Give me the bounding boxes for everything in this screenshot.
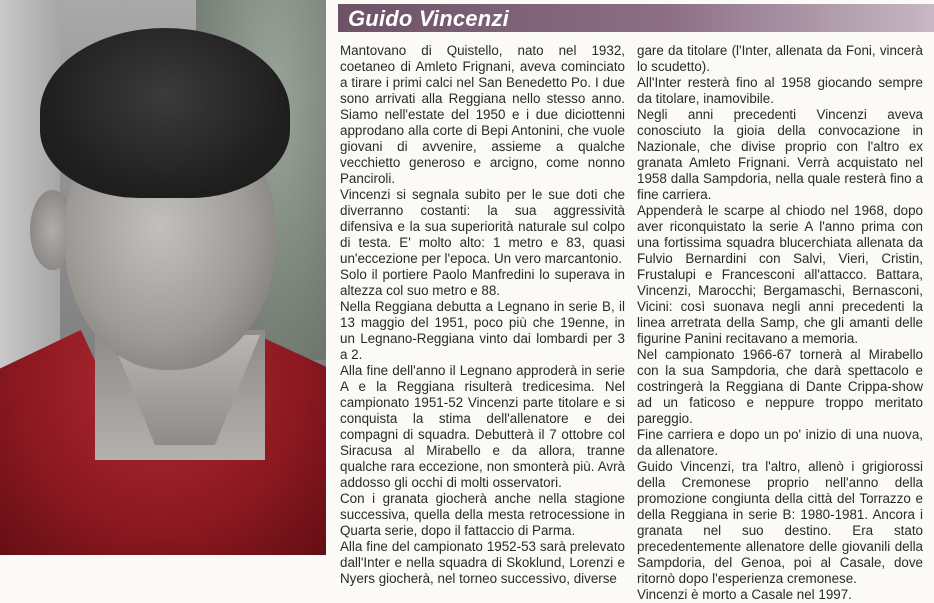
paragraph: Negli anni precedenti Vincenzi aveva conosciuto la gioia della convocazione in Nazionale, che divise proprio con l'altro ex granata Amleto Frignani. Verrà acquistato nel 1958 dalla Sampdoria, nella quale resterà fino a fine carriera. [637,107,923,202]
paragraph: Alla fine del campionato 1952-53 sarà prelevato dall'Inter e nella squadra di Skoklund, Lorenzi e Nyers giocherà, nel torneo successivo, diverse [340,539,625,586]
title-banner [338,4,934,32]
text-column-left [340,43,625,587]
hair [40,28,290,198]
paragraph: Alla fine dell'anno il Legnano approderà in serie A e la Reggiana risulterà tredicesima. Nel campionato 1951-52 Vincenzi parte titolare e si conquista la stima dell'allenatore e dei compagni di squadra. Debutterà il 7 ottobre col Siracusa al Mirabello e da allora, tranne qualche rara eccezione, non smonterà più. Avrà addosso gli occhi di molti osservatori. [340,363,625,490]
paragraph: Vincenzi si segnala subito per le sue doti che diverranno costanti: la sua aggressività difensiva e la sua superiorità naturale sul colpo di testa. E' molto alto: 1 metro e 83, quasi un'eccezione per l'epoca. Un vero marcantonio. [340,187,625,266]
paragraph: Solo il portiere Paolo Manfredini lo superava in altezza col suo metro e 88. [340,267,625,298]
paragraph: Nel campionato 1966-67 tornerà al Mirabello con la sua Sampdoria, che darà spettacolo e costringerà la Reggiana di Dante Crippa-show ad un faticoso e neppure troppo meritato pareggio. [637,347,923,426]
paragraph: Mantovano di Quistello, nato nel 1932, coetaneo di Amleto Frignani, aveva cominciato a tirare i primi calci nel San Benedetto Po. I due sono arrivati alla Reggiana nello stesso anno. Siamo nell'estate del 1950 e i due diciottenni approdano alla corte di Bepi Antonini, che vuole giovani di avvenire, assieme a qualche vecchietto generoso e arcigno, come nonno Panciroli. [340,43,625,186]
paragraph: Appenderà le scarpe al chiodo nel 1968, dopo aver riconquistato la serie A l'anno prima con una fortissima squadra blucerchiata allenata da Fulvio Bernardini con Salvi, Vieri, Cristin, Frustalupi e Francesconi all'attacco. Battara, Vincenzi, Marocchi; Bergamaschi, Bernasconi, Vicini: così suonava negli anni precedenti la linea arretrata della Samp, che gli amanti delle figurine Panini recitavano a memoria. [637,203,923,346]
paragraph: gare da titolare (l'Inter, allenata da Foni, vincerà lo scudetto). [637,43,923,74]
paragraph: Fine carriera e dopo un po' inizio di una nuova, da allenatore. [637,427,923,458]
player-portrait-photo [0,0,326,555]
paragraph: Guido Vincenzi, tra l'altro, allenò i grigiorossi della Cremonese proprio nell'anno della promozione congiunta della città del Torrazzo e della Reggiana in serie B: 1980-1981. Ancora i granata nel suo destino. Era stato precedentemente allenatore delle giovanili della Sampdoria, del Genoa, poi al Casale, dove ritornò dopo l'esperienza cremonese. [637,459,923,586]
paragraph: Vincenzi è morto a Casale nel 1997. [637,587,852,602]
text-column-right [637,43,923,603]
paragraph: Nella Reggiana debutta a Legnano in serie B, il 13 maggio del 1951, poco più che 19enne, in un Legnano-Reggiana vinto dai lombardi per 3 a 2. [340,299,625,362]
paragraph: All'Inter resterà fino al 1958 giocando sempre da titolare, inamovibile. [637,75,923,106]
paragraph: Con i granata giocherà anche nella stagione successiva, quella della mesta retrocessione in Quarta serie, dopo il fattaccio di Parma. [340,491,625,538]
page-title: Guido Vincenzi [348,6,509,31]
